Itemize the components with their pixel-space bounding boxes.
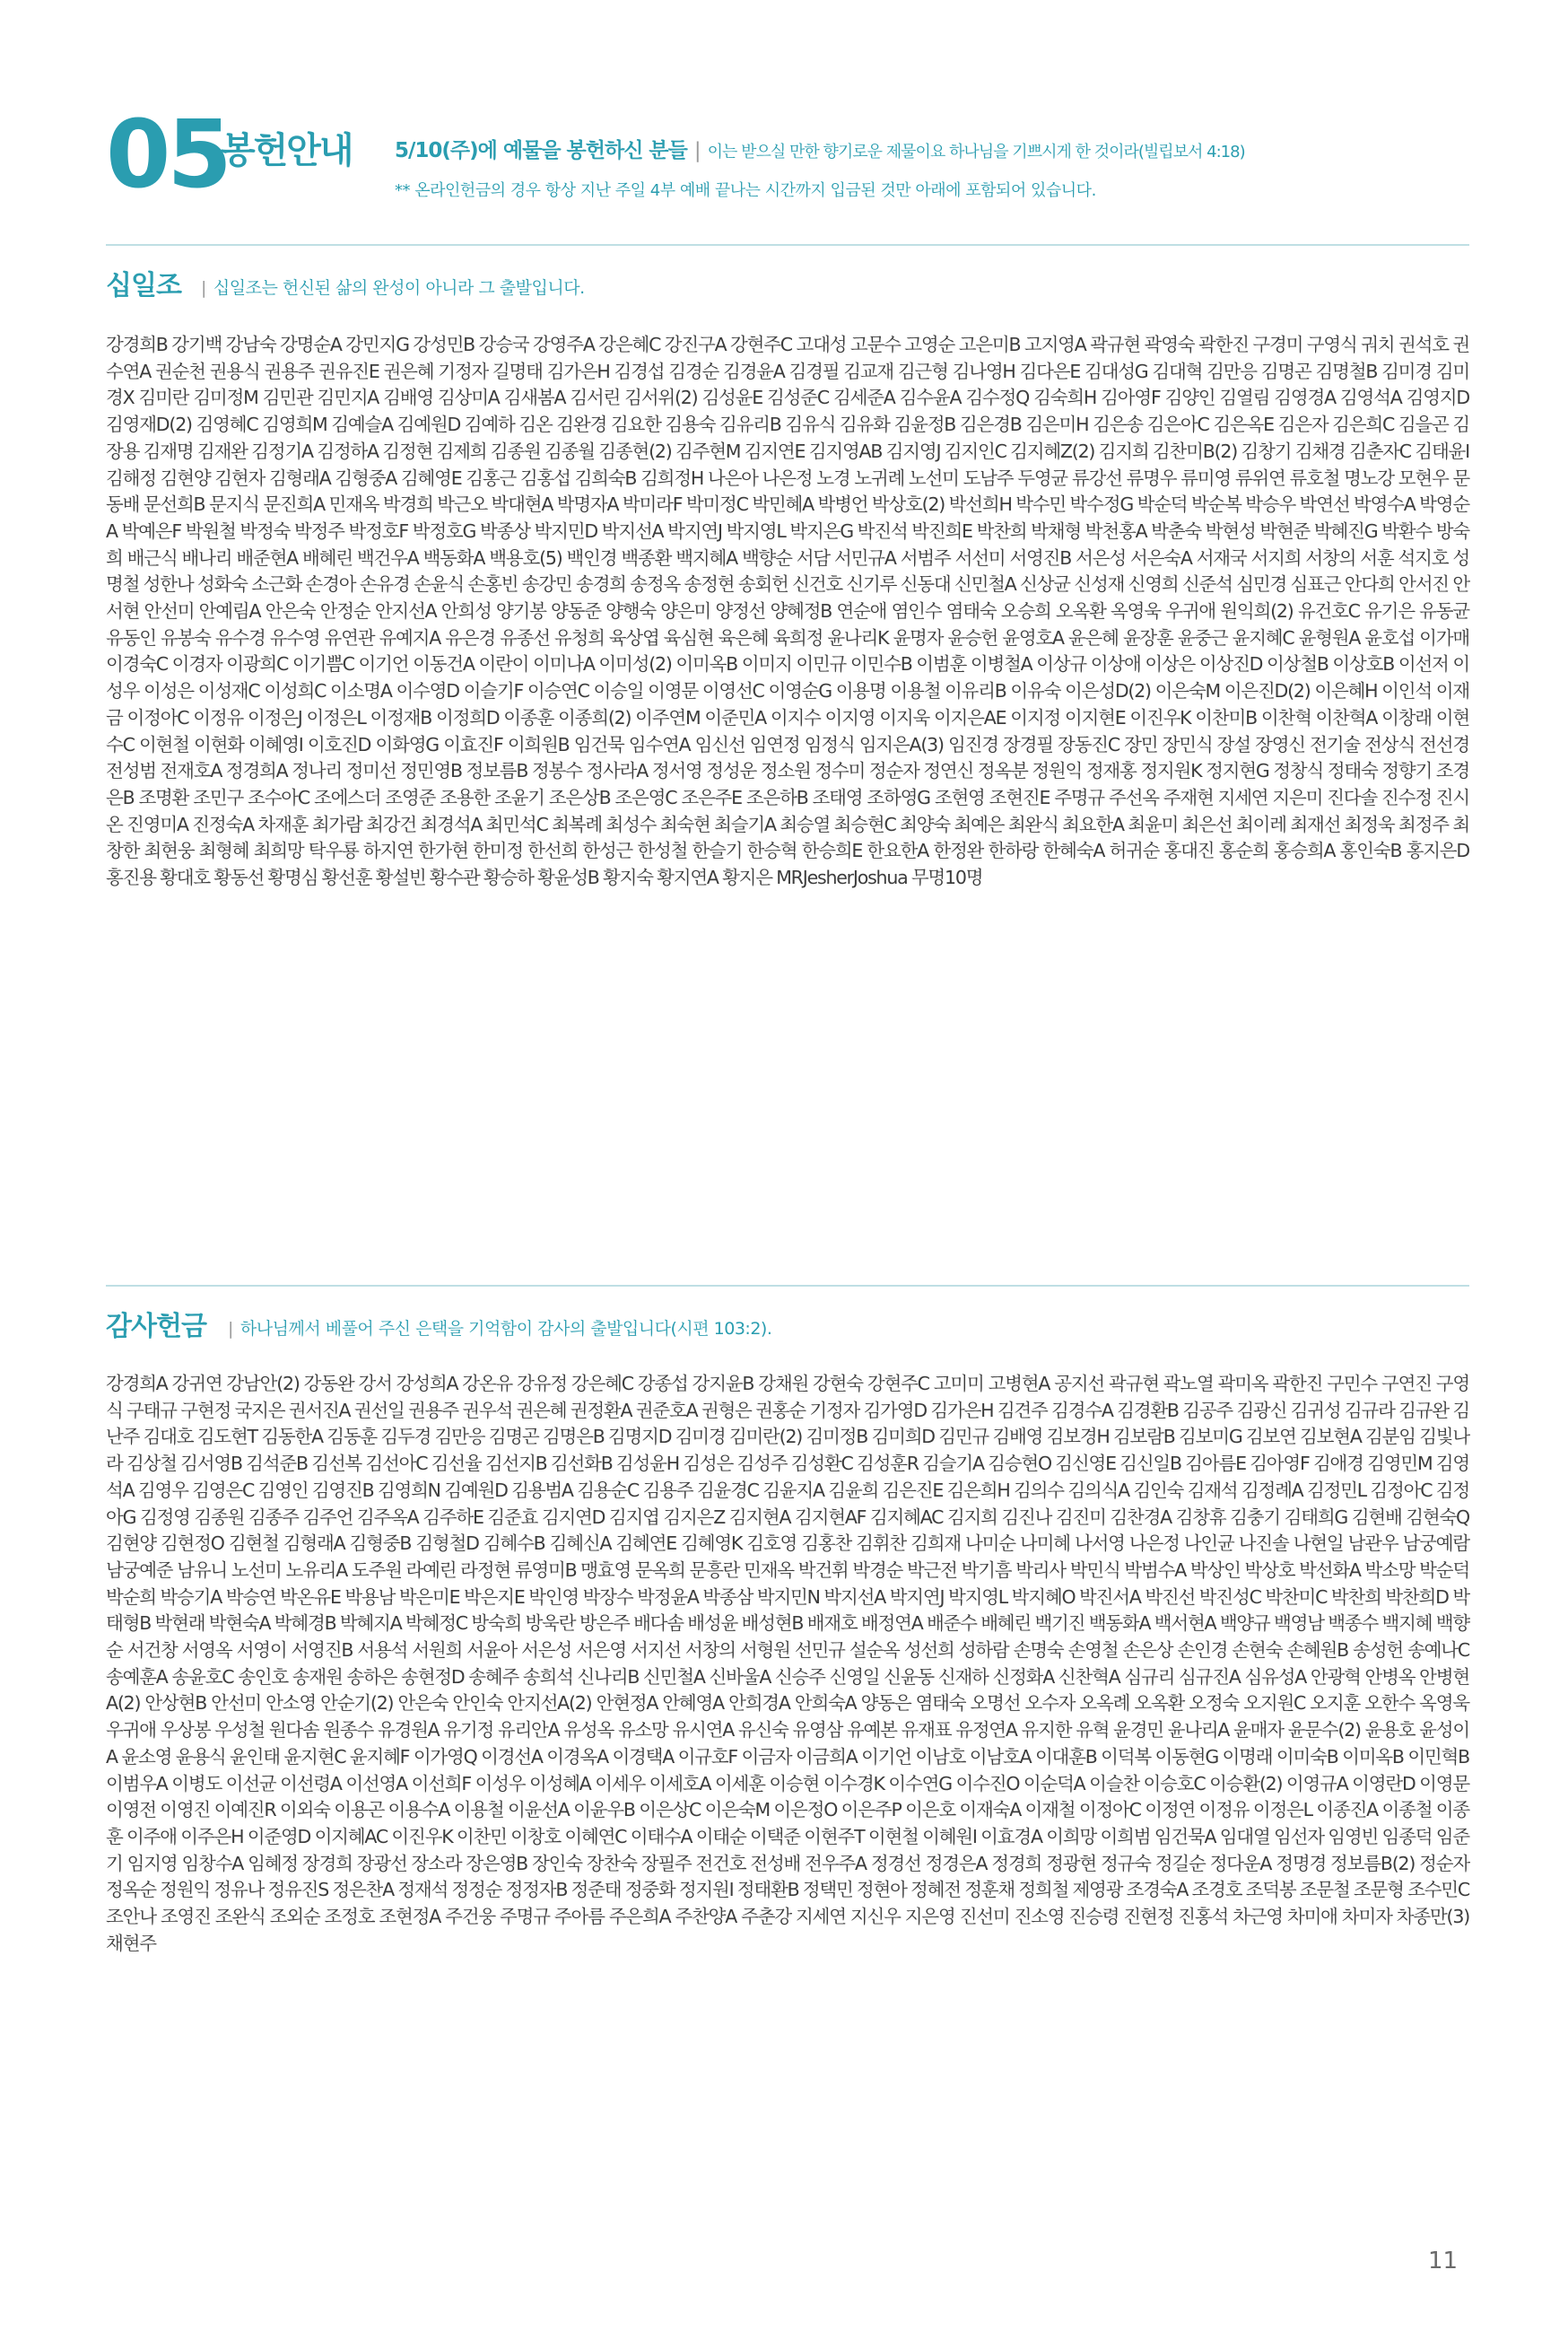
- section-header: [106, 100, 1469, 215]
- section-subtitle-line: [395, 138, 1245, 165]
- section-note: ** 온라인헌금의 경우 항상 지난 주일 4부 예배 끝나는 시간까지 입금된 것만 아래에 포함되어 있습니다.: [395, 181, 1096, 200]
- thanks-separator: |: [228, 1319, 233, 1339]
- tithe-description: 십일조는 헌신된 삶의 완성이 아니라 그 출발입니다.: [213, 278, 585, 298]
- page-number: 11: [1428, 2248, 1459, 2274]
- section-verse: 이는 받으실 만한 향기로운 제물이요 하나님을 기쁘시게 한 것이라(빌립보서 4:18): [707, 143, 1245, 162]
- divider-middle: [106, 1285, 1469, 1287]
- section-subtitle: 5/10(주)에 예물을 봉헌하신 분들: [395, 139, 687, 162]
- tithe-heading: [106, 271, 1469, 307]
- section-title: 봉헌안내: [221, 130, 353, 171]
- thanks-title: 감사헌금: [106, 1311, 206, 1342]
- section-number: 05: [106, 100, 229, 209]
- tithe-names: 강경희B 강기백 강남숙 강명순A 강민지G 강성민B 강승국 강영주A 강은혜C 강진구A 강현주C 고대성 고문수 고영순 고은미B 고지영A 곽규현 곽영숙 곽한진 구경미 구영식 궈치 권석호 권수연A 권순천 권용식 권용주 권유진E 권은혜 기정자 길명태 김가은H 김경섭 김경순 김경윤A 김경필 김교재 김근형 김나영H 김다은E 김대성G 김대혁 김만응 김명곤 김명철B 김미경 김미경X 김미란 김미정M 김민관 김민지A 김배영 김상미A 김새봄A 김서린 김서위(2) 김성윤E 김성준C 김세준A 김수윤A 김수정Q 김숙희H 김아영F 김양인 김열림 김영경A 김영석A 김영지D 김영재D(2) 김영혜C 김영희M 김예슬A 김예원D 김예하 김온 김완경 김요한 김용숙 김유리B 김유식 김유화 김윤정B 김은경B 김은미H 김은송 김은아C 김은옥E 김은자 김은희C 김을곤 김장용 김재명 김재완 김정기A 김정하A 김정현 김제희 김종원 김종월 김종현(2) 김주현M 김지연E 김지영AB 김지영J 김지인C 김지혜Z(2) 김지희 김찬미B(2) 김창기 김채경 김춘자C 김태윤I 김해정 김현양 김현자 김형래A 김형중A 김혜영E 김홍근 김홍섭 김희숙B 김희정H 나은아 나은정 노경 노귀례 노선미 도남주 두영균 류강선 류명우 류미영 류위연 류호철 명노강 모현우 문동배 문선희B 문지식 문진희A 민재옥 박경희 박근오 박대현A 박명자A 박미라F 박미정C 박민혜A 박병언 박상호(2) 박선희H 박수민 박수정G 박순덕 박순복 박승우 박연선 박영수A 박영순A 박예은F 박원철 박정숙 박정주 박정호F 박정호G 박종상 박지민D 박지선A 박지연J 박지영L 박지은G 박진석 박진희E 박찬희 박채형 박천홍A 박춘숙 박현성 박현준 박혜진G 박환수 방숙희 배근식 배나리 배준현A 배혜린 백건우A 백동화A 백용호(5) 백인경 백종환 백지혜A 백향순 서담 서민규A 서범주 서선미 서영진B 서은성 서은숙A 서재국 서지희 서창의 서훈 석지호 성명철 성한나 성화숙 소근화 손경아 손유경 손윤식 손홍빈 송강민 송경희 송정옥 송정현 송회헌 신건호 신기루 신동대 신민철A 신상균 신성재 신영희 신준석 심민경 심표근 안다희 안서진 안서현 안선미 안예림A 안은숙 안정순 안지선A 안희성 양기봉 양동준 양행숙 양은미 양정선 양혜정B 연순애 염인수 염태숙 오승희 오옥환 옥영욱 우귀애 원익희(2) 유건호C 유기은 유동균 유동인 유봉숙 유수경 유수영 유연관 유예지A 유은경 유종선 유청희 육상엽 육심현 육은혜 육희정 윤나리K 윤명자 윤승헌 윤영호A 윤은혜 윤장훈 윤중근 윤지혜C 윤형원A 윤호섭 이가매 이경숙C 이경자 이광희C 이기쁨C 이기언 이동건A 이란이 이미나A 이미성(2) 이미옥B 이미지 이민규 이민수B 이범훈 이병철A 이상규 이상애 이상은 이상진D 이상철B 이상호B 이선저 이성우 이성은 이성재C 이성희C 이소명A 이수영D 이슬기F 이승연C 이승일 이영문 이영선C 이영순G 이용명 이용철 이유리B 이유숙 이은성D(2) 이은숙M 이은진D(2) 이은혜H 이인석 이재금 이정아C 이정유 이정은J 이정은L 이정재B 이정희D 이종훈 이종희(2) 이주연M 이준민A 이지수 이지영 이지욱 이지은AE 이지정 이지현E 이진우K 이찬미B 이찬혁 이찬혁A 이창래 이현수C 이현철 이현화 이혜영I 이호진D 이화영G 이효진F 이희원B 임건묵 임수연A 임신선 임연정 임정식 임지은A(3) 임진경 장경필 장동진C 장민 장민식 장설 장영신 전기술 전상식 전선경 전성범 전재호A 정경희A 정나리 정미선 정민영B 정보름B 정봉수 정사라A 정서영 정성운 정소원 정수미 정순자 정연신 정옥분 정원익 정재홍 정지원K 정지현G 정창식 정태숙 정향기 조경은B 조명환 조민구 조수아C 조에스더 조영준 조용한 조윤기 조은상B 조은영C 조은주E 조은하B 조태영 조하영G 조현영 조현진E 주명규 주선옥 주재현 지세연 지은미 진다솔 진수정 진시온 진영미A 진정숙A 차재훈 최가람 최강건 최경석A 최민석C 최복례 최성수 최숙현 최슬기A 최승열 최승현C 최양숙 최예은 최완식 최요한A 최윤미 최은선 최이레 최재선 최정욱 최정주 최창한 최현웅 최형혜 최희망 탁우룡 하지연 한가현 한미정 한선희 한성근 한성철 한슬기 한승혁 한승희E 한요한A 한정완 한하랑 한혜숙A 허귀순 홍대진 홍순희 홍승희A 홍인숙B 홍지은D 홍진용 황대호 황동선 황명심 황선훈 황설빈 황수관 황승하 황윤성B 황지숙 황지연A 황지은 MRJesherJoshua 무명10명: [106, 334, 1469, 889]
- thanks-heading: [106, 1312, 1469, 1348]
- tithe-description-line: [201, 278, 585, 298]
- section-separator: |: [693, 139, 701, 162]
- tithe-title: 십일조: [106, 270, 181, 301]
- thanks-description: 하나님께서 베풀어 주신 은택을 기억함이 감사의 출발입니다(시편 103:2).: [240, 1319, 772, 1339]
- thanks-names: 강경희A 강귀연 강남안(2) 강동완 강서 강성희A 강온유 강유정 강은혜C 강종섭 강지윤B 강채원 강현숙 강현주C 고미미 고병현A 공지선 곽규현 곽노열 곽미옥 곽한진 구민수 구연진 구영식 구태규 구현정 국지은 권서진A 권선일 권용주 권우석 권은혜 권정환A 권준호A 권형은 권홍순 기정자 김가영D 김가은H 김견주 김경수A 김경환B 김공주 김광신 김귀성 김규라 김규완 김난주 김대호 김도현T 김동한A 김동훈 김두경 김만응 김명곤 김명은B 김명지D 김미경 김미란(2) 김미정B 김미희D 김민규 김배영 김보경H 김보람B 김보미G 김보연 김보현A 김분임 김빛나라 김상철 김서영B 김석준B 김선복 김선아C 김선율 김선지B 김선화B 김성윤H 김성은 김성주 김성환C 김성훈R 김슬기A 김승현O 김신영E 김신일B 김아름E 김아영F 김애경 김영민M 김영석A 김영우 김영은C 김영인 김영진B 김영희N 김예원D 김용범A 김용순C 김용주 김윤경C 김윤지A 김윤희 김은진E 김은희H 김의수 김의식A 김인숙 김재석 김정례A 김정민L 김정아C 김정아G 김정영 김종원 김종주 김주언 김주옥A 김주하E 김준효 김지연D 김지엽 김지은Z 김지현A 김지현AF 김지혜AC 김지희 김진나 김진미 김찬경A 김창휴 김충기 김태희G 김현배 김현숙Q 김현양 김현정O 김현철 김형래A 김형중B 김형철D 김혜수B 김혜신A 김혜연E 김혜영K 김호영 김홍찬 김휘찬 김희재 나미순 나미혜 나서영 나은정 나인균 나진솔 나현일 남관우 남궁예람 남궁예준 남유니 노선미 노유리A 도주원 라예린 라정현 류영미B 맹효영 문옥희 문흥란 민재옥 박건휘 박경순 박근전 박기흠 박리사 박민식 박범수A 박상인 박상호 박선화A 박소망 박순덕 박순희 박승기A 박승연 박온유E 박용남 박은미E 박은지E 박인영 박장수 박정윤A 박종삼 박지민N 박지선A 박지연J 박지영L 박지혜O 박진서A 박진선 박진성C 박찬미C 박찬희 박찬희D 박태형B 박현래 박현숙A 박혜경B 박혜지A 박혜정C 방숙희 방욱란 방은주 배다솜 배성윤 배성현B 배재호 배정연A 배준수 배혜린 백기진 백동화A 백서현A 백양규 백영남 백종수 백지혜 백향순 서건창 서영옥 서영이 서영진B 서용석 서원희 서윤아 서은성 서은영 서지선 서창의 서형원 선민규 설순옥 성선희 성하람 손명숙 손영철 손은상 손인경 손현숙 손혜원B 송성헌 송예나C 송예훈A 송윤호C 송인호 송재원 송하은 송현정D 송혜주 송희석 신나리B 신민철A 신바울A 신승주 신영일 신윤동 신재하 신정화A 신찬혁A 심규리 심규진A 심유성A 안광혁 안병옥 안병현A(2) 안상현B 안선미 안소영 안순기(2) 안은숙 안인숙 안지선A(2) 안현정A 안혜영A 안희경A 안희숙A 양동은 염태숙 오명선 오수자 오옥례 오옥환 오정숙 오지원C 오지훈 오한수 옥영욱 우귀애 우상봉 우성철 원다솜 원종수 유경원A 유기정 유리안A 유성옥 유소망 유시연A 유신숙 유영삼 유예본 유재표 유정연A 유지한 유혁 윤경민 윤나리A 윤매자 윤문수(2) 윤용호 윤성이A 윤소영 윤용식 윤인태 윤지현C 윤지혜F 이가영Q 이경선A 이경옥A 이경택A 이규호F 이금자 이금희A 이기언 이남호 이남호A 이대훈B 이덕복 이동현G 이명래 이미숙B 이미옥B 이민혁B 이범우A 이병도 이선균 이선령A 이선영A 이선희F 이성우 이성혜A 이세우 이세호A 이세훈 이승현 이수경K 이수연G 이수진O 이순덕A 이슬찬 이승호C 이승환(2) 이영규A 이영란D 이영문 이영전 이영진 이예진R 이외숙 이용곤 이용수A 이용철 이윤선A 이윤우B 이은상C 이은숙M 이은정O 이은주P 이은호 이재숙A 이재철 이정아C 이정연 이정유 이정은L 이종진A 이종철 이종훈 이주애 이주은H 이준영D 이지혜AC 이진우K 이찬민 이창호 이혜연C 이태수A 이태순 이택준 이현주T 이현철 이혜원I 이효경A 이희망 이희범 임건묵A 임대열 임선자 임영빈 임종덕 임준기 임지영 임창수A 임혜정 장경희 장광선 장소라 장은영B 장인숙 장찬숙 장필주 전건호 전성배 전우주A 정경선 정경은A 정경희 정광현 정규숙 정길순 정다운A 정명경 정보름B(2) 정순자 정옥순 정원익 정유나 정유진S 정은찬A 정재석 정정순 정정자B 정준태 정중화 정지원I 정태환B 정택민 정현아 정혜전 정훈채 정희철 제영광 조경숙A 조경호 조덕봉 조문철 조문형 조수민C 조안나 조영진 조완식 조외순 조정호 조현정A 주건웅 주명규 주아름 주은희A 주찬양A 주춘강 지세연 지신우 지은영 진선미 진소영 진승령 진현정 진홍석 차근영 차미애 차미자 차종만(3) 채현주: [106, 1373, 1469, 1954]
- divider-top: [106, 244, 1469, 246]
- thanks-description-line: [228, 1319, 771, 1339]
- tithe-separator: |: [201, 278, 206, 298]
